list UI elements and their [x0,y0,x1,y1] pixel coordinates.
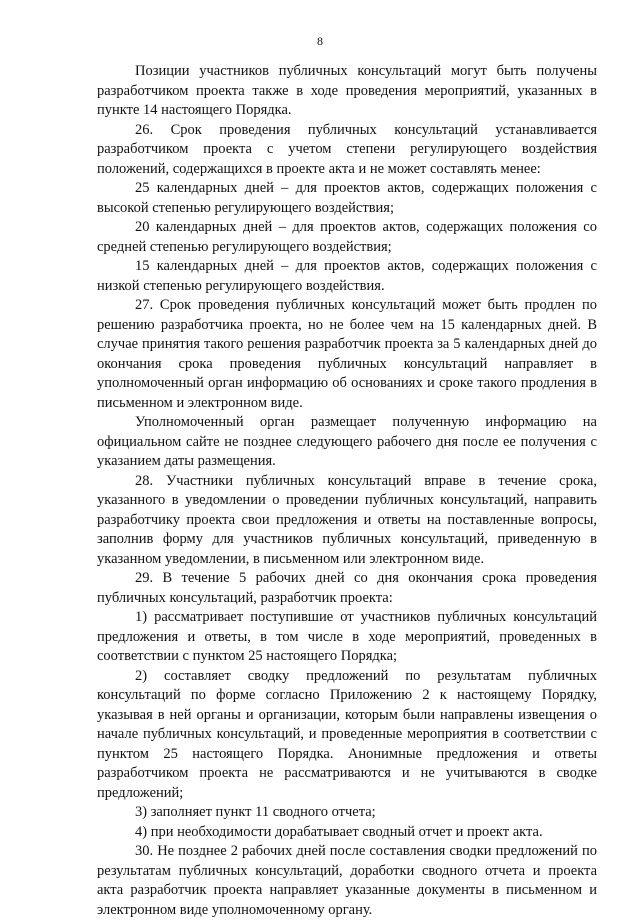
paragraph: 29. В течение 5 рабочих дней со дня окончания срока проведения публичных консультаций, разработчик проекта: [97,570,597,606]
paragraph: 2) составляет сводку предложений по результатам публичных консультаций по форме согласно Приложению 2 к настоящему Порядку, указывая в ней органы и организации, которым были направлены извещения о начале публичных консультаций, и проведенные мероприятия в соответствии с пунктом 25 настоящего Порядка. Анонимные предложения и ответы разработчиком проекта не рассматриваются и не учитываются в сводке предложений; [97,667,597,801]
page-number: 8 [317,34,323,48]
paragraph: Уполномоченный орган размещает полученную информацию на официальном сайте не позднее следующего рабочего дня после ее получения с указанием даты размещения. [97,414,597,469]
paragraph: 20 календарных дней – для проектов актов, содержащих положения со средней степенью регулирующего воздействия; [97,219,597,255]
paragraph: 4) при необходимости дорабатывает сводный отчет и проект акта. [135,823,543,840]
paragraph: 15 календарных дней – для проектов актов, содержащих положения с низкой степенью регулирующего воздействия. [97,258,597,294]
paragraph: 28. Участники публичных консультаций вправе в течение срока, указанного в уведомлении о проведении публичных консультаций, направить разработчику проекта свои предложения и ответы на поставленные вопросы, заполнив форму для участников публичных консультаций, приведенную в указанном уведомлении, в письменном или электронном виде. [97,472,597,567]
paragraph: 25 календарных дней – для проектов актов, содержащих положения с высокой степенью регулирующего воздействия; [97,180,597,216]
paragraph: Позиции участников публичных консультаций могут быть получены разработчиком проекта также в ходе проведения мероприятий, указанных в пункте 14 настоящего Порядка. [97,63,597,118]
paragraph: 26. Срок проведения публичных консультаций устанавливается разработчиком проекта с учетом степени регулирующего воздействия положений, содержащихся в проекте акта и не может составлять менее: [97,121,597,177]
paragraph: 1) рассматривает поступившие от участников публичных консультаций предложения и ответы, в том числе в ходе мероприятий, проведенных в соответствии с пунктом 25 настоящего Порядка; [97,609,597,664]
paragraph: 3) заполняет пункт 11 сводного отчета; [135,804,376,820]
paragraph: 27. Срок проведения публичных консультаций может быть продлен по решению разработчика проекта, но не более чем на 15 календарных дней. В случае принятия такого решения разработчик проекта за 5 календарных дней до окончания срока проведения публичных консультаций направляет в уполномоченный орган информацию об основаниях и сроке такого продления в письменном и электронном виде. [97,297,597,411]
document-body [97,62,597,920]
paragraph: 30. Не позднее 2 рабочих дней после составления сводки предложений по результатам публичных консультаций, доработки сводного отчета и проекта акта разработчик проекта направляет указанные документы в письменном и электронном виде уполномоченному органу. [97,843,597,918]
